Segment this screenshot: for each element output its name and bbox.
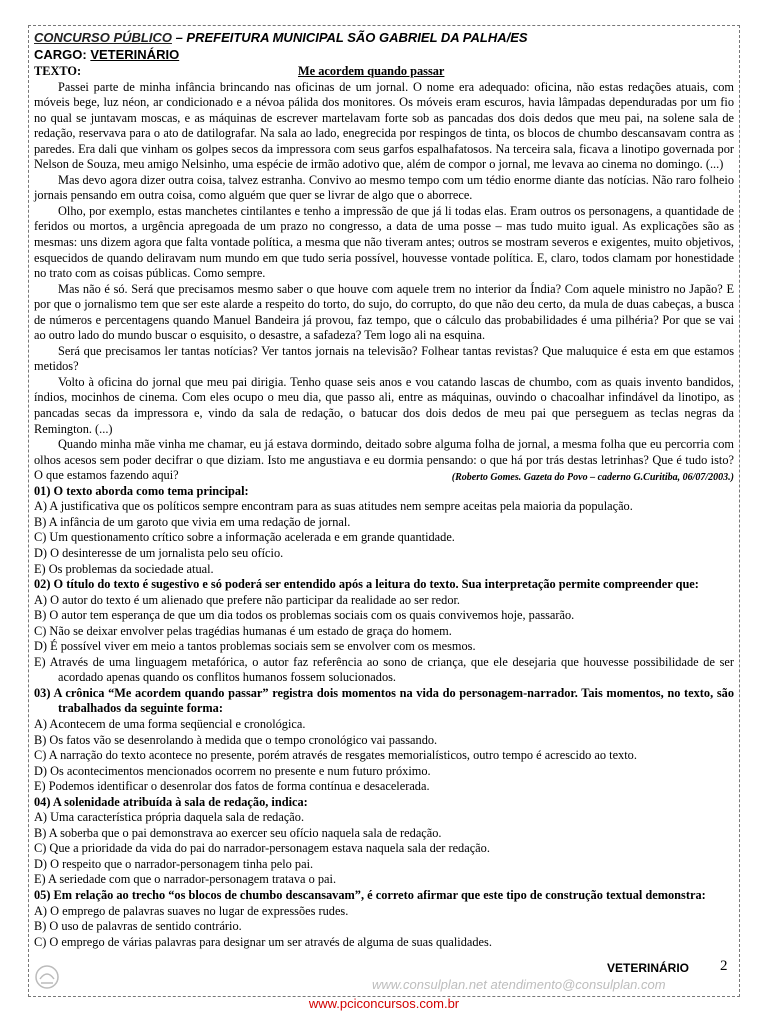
text-paragraph: Olho, por exemplo, estas manchetes cintilantes e tenho a impressão de que já li todas elas. Eram outros os personagens, a quantidade de feridos ou mortos, a urgência apregoada de um prazo no congresso, a data de uma posse – mas tudo muito igual. As explicações são as mesmas: uns dizem agora que falta vontade política, a mesma que não tiveram antes; outros se mostram severos e exigentes, muito objetivos, esquecidos de quando deliravam num mundo em que tudo seria possível, houvesse vontade política. E, claro, todos clamam por honestidade no trato com as coisas públicas. Como sempre. [34,203,734,281]
question-option: A) A justificativa que os políticos sempre encontram para as suas atitudes nem sempre aceitas pela maioria da população. [34,499,633,514]
question-option: E) Através de uma linguagem metafórica, o autor faz referência ao sono de criança, que ele desejaria que houvesse possibilidade de ser acordado apenas quando os conflitos humanos fossem solucionados. [34,654,734,685]
text-paragraph-content: Quando minha mãe vinha me chamar, eu já estava dormindo, deitado sobre alguma folha de jornal, a mesma folha que eu percorria com olhos acesos sem poder decifrar o que diziam. Isto me angustiava e eu dormia pensando: o que há por trás destas letrinhas? Que é tudo isto? O que estamos fazendo aqui? [34,437,734,483]
question-option: D) O respeito que o narrador-personagem tinha pelo pai. [34,856,314,871]
question-option: D) É possível viver em meio a tantos problemas sociais sem se envolver com os mesmos. [34,639,476,654]
footer-site[interactable]: www.consulplan.net atendimento@consulplan.com [372,977,666,992]
question-3 [34,686,734,795]
text-paragraph: Será que precisamos ler tantas notícias? Ver tantos jornais na televisão? Folhear tantas revistas? Que maluquice é esta em que estamos metidos? [34,343,734,374]
question-option: D) O desinteresse de um jornalista pelo seu ofício. [34,545,284,560]
cargo-line [34,47,179,62]
text-label: TEXTO: [34,64,82,78]
question-option: B) Os fatos vão se desenrolando à medida que o tempo cronológico vai passando. [34,732,438,747]
question-option: A) Uma característica própria daquela sala de redação. [34,810,305,825]
question-option: C) O emprego de várias palavras para designar um ser através de alguma de suas qualidades. [34,934,492,949]
cargo-label: CARGO: [34,47,87,62]
question-stem: 04) A solenidade atribuída à sala de redação, indica: [34,794,308,809]
question-stem: 01) O texto aborda como tema principal: [34,483,249,498]
question-stem: 03) A crônica “Me acordem quando passar” registra dois momentos na vida do personagem-narrador. Tais momentos, no texto, são trabalhados da seguinte forma: [34,685,734,716]
question-option: A) Acontecem de uma forma seqüencial e cronológica. [34,716,306,731]
question-4 [34,795,734,888]
consulplan-logo-icon [34,964,60,990]
question-option: E) Os problemas da sociedade atual. [34,561,214,576]
question-option: A) O emprego de palavras suaves no lugar de expressões rudes. [34,903,349,918]
text-paragraph: Mas devo agora dizer outra coisa, talvez estranha. Convivo ao mesmo tempo com um tédio enorme diante das notícias. Não raro folheio jornais pensando em outra coisa, como alguém que quer se livrar de algo que o aborrece. [34,172,734,203]
header-prefeitura: – PREFEITURA MUNICIPAL SÃO GABRIEL DA PALHA/ES [171,30,528,45]
text-title: Me acordem quando passar [298,64,445,78]
question-stem: 05) Em relação ao trecho “os blocos de chumbo descansavam”, é correto afirmar que este tipo de construção textual demonstra: [34,887,706,902]
text-paragraph: Volto à oficina do jornal que meu pai dirigia. Tenho quase seis anos e vou catando lascas de chumbo, com as quais invento bandidos, índios, mocinhos de cinema. Com eles ocupo o meu dia, que passo ali, entre as máquinas, ouvindo o chacoalhar infindável da linotipo, as pancadas secas da impressora e, vindo da sala de redação, o batucar dos dois dedos de meu pai que perseguem as teclas negras da Remington. (...) [34,374,734,436]
question-2 [34,577,734,686]
question-option: C) Não se deixar envolver pelas tragédias humanas é um estado de graça do homem. [34,623,452,638]
text-heading [34,64,734,80]
header-concurso: CONCURSO PÚBLICO [34,30,172,45]
question-option: A) O autor do texto é um alienado que prefere não participar da realidade ao ser redor. [34,592,461,607]
cargo-value: VETERINÁRIO [90,47,180,62]
question-option: E) A seriedade com que o narrador-personagem tratava o pai. [34,872,337,887]
question-option: B) A infância de um garoto que vivia em uma redação de jornal. [34,514,351,529]
question-1 [34,484,734,577]
question-option: B) O autor tem esperança de que um dia todos os problemas sociais com os quais convivemos hoje, passarão. [34,608,575,623]
question-option: C) Um questionamento crítico sobre a informação acelerada e em grande quantidade. [34,530,455,545]
question-option: E) Podemos identificar o desenrolar dos fatos de forma contínua e desacelerada. [34,779,430,794]
page-number: 2 [720,958,728,974]
question-stem: 02) O título do texto é sugestivo e só poderá ser entendido após a leitura do texto. Sua interpretação permite compreender que: [34,577,699,592]
document-body [34,64,734,950]
text-paragraph-last [34,437,734,484]
exam-header [34,30,734,45]
question-option: B) O uso de palavras de sentido contrário. [34,919,242,934]
question-5 [34,888,734,950]
text-reference: (Roberto Gomes. Gazeta do Povo – caderno G.Curitiba, 06/07/2003.) [451,472,734,484]
pciconcursos-link[interactable]: www.pciconcursos.com.br [308,996,460,1011]
text-paragraph: Passei parte de minha infância brincando nas oficinas de um jornal. O nome era adequado: oficina, não estas redações atuais, com móveis bege, luz néon, ar condicionado e a névoa pálida dos monitores. Os móveis eram escuros, havia lâmpadas dependuradas por um fio no qual se juntavam moscas, e as máquinas de escrever martelavam forte sob as pancadas dos dois dedos que meu pai, na solene sala de redação, reservava para o ato de datilografar. Na sala ao lado, enegrecida por respingos de tinta, os blocos de chumbo descansavam contra as paredes. Era dali que vinham os golpes secos da impressora com seus garfos espalhafatosos. Na terceira sala, ficava a linotipo governada por Nelson de Souza, meu amigo Nelsinho, uma espécie de irmão adotivo que, além de compor o jornal, me levava ao cinema no domingo. (...) [34,79,734,172]
question-option: C) Que a prioridade da vida do pai do narrador-personagem estava naquela sala der redação. [34,841,490,856]
question-option: C) A narração do texto acontece no presente, porém através de resgates memorialísticos, outro tempo é acrescido ao texto. [34,748,637,763]
question-option: D) Os acontecimentos mencionados ocorrem no presente e num futuro próximo. [34,763,431,778]
question-option: B) A soberba que o pai demonstrava ao exercer seu ofício naquela sala de redação. [34,825,442,840]
text-paragraph: Mas não é só. Será que precisamos mesmo saber o que houve com aquele trem no interior da Índia? Com aquele ministro no Japão? E por que o jornalismo tem que ser este alarde a respeito do torto, do sujo, do corrupto, do que não deu certo, da mula de duas cabeças, a busca de números e percentagens quando Manuel Bandeira já provou, faz tempo, que o cálculo das probabilidades é uma pilhéria? Por que se vai ao outro lado do mundo buscar o esquisito, o desastre, a safadeza? Tem logo ali na esquina. [34,281,734,343]
footer-cargo: VETERINÁRIO [607,961,690,975]
